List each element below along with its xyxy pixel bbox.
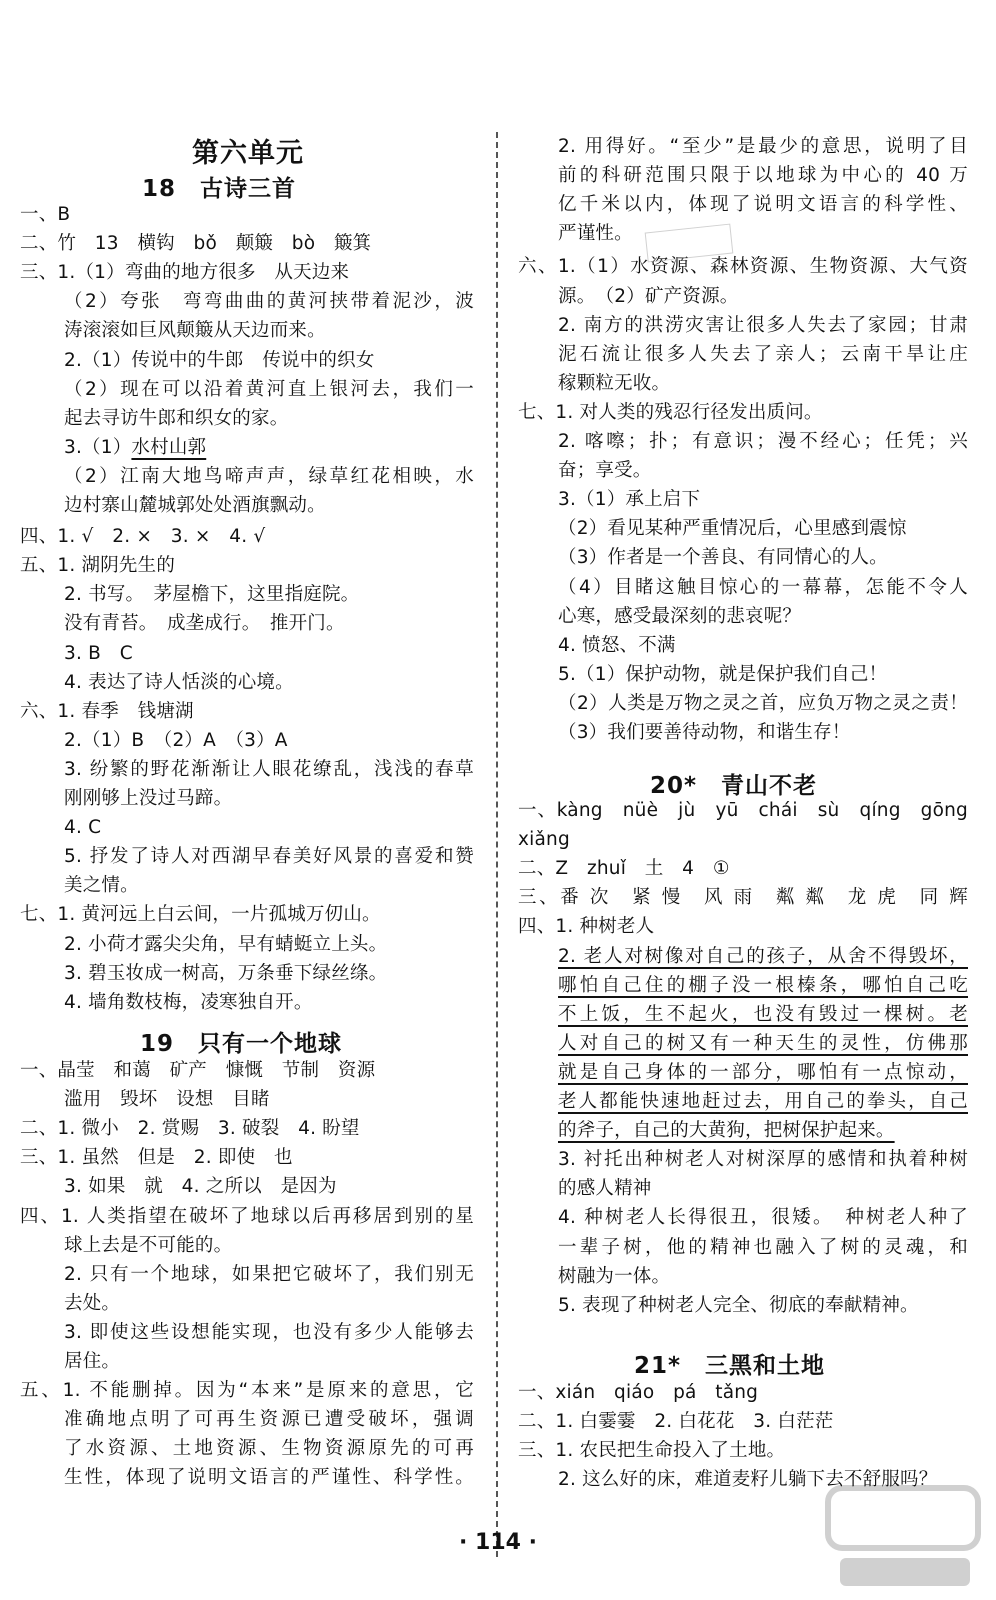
answer-line: 三、1. 农民把生命投入了土地。 [518, 1440, 786, 1462]
answer-line-label: 3.（1） [64, 436, 132, 458]
answer-line [64, 433, 206, 463]
answer-line: 三、1. 虽然 但是 2. 即使 也 [20, 1147, 293, 1169]
answer-line: 3.（1）承上启下 [558, 489, 701, 511]
section-title-19: 19 只有一个地球 [140, 1031, 343, 1057]
answer-line: 4. C [64, 817, 102, 839]
answer-line: 五、1. 不能删掉。因为“本来”是原来的意思，它 [20, 1380, 474, 1402]
answer-line: 涛滚滚如巨风颠簸从天边而来。 [64, 320, 326, 342]
answer-line: 4. 种树老人长得很丑，很矮。 种树老人种了 [558, 1207, 968, 1229]
answer-line: 七、1. 黄河远上白云间，一片孤城万仞山。 [20, 904, 381, 926]
answer-line: 就是自己身体的一部分，哪怕有一点惊动， [558, 1061, 968, 1083]
answer-line: 2. 书写。 茅屋檐下，这里指庭院。 [64, 584, 360, 606]
answer-line: 美之情。 [64, 875, 139, 897]
answer-line: 的斧子，自己的大黄狗，把树保护起来。 [558, 1120, 895, 1142]
answer-line: 2.（1）B （2）A （3）A [64, 729, 288, 751]
answer-line: 四、1. 种树老人 [518, 916, 655, 938]
answer-line: （2）现在可以沿着黄河直上银河去，我们一 [64, 378, 474, 400]
answer-line: 二、竹 13 横钩 bǒ 颠簸 bò 簸箕 [20, 233, 372, 255]
answer-line: 前的科研范围只限于以地球为中心的 40 万 [558, 165, 968, 187]
answer-line: 2. 南方的洪涝灾害让很多人失去了家园；甘肃 [558, 314, 968, 336]
answer-line: （2）看见某种严重情况后，心里感到震惊 [558, 518, 907, 540]
answer-line: 滥用 毁坏 设想 目睹 [64, 1089, 270, 1111]
answer-line: 三、1.（1）弯曲的地方很多 从天边来 [20, 262, 350, 284]
answer-line: （4）目睹这触目惊心的一幕幕，怎能不令人 [558, 576, 968, 598]
section-title-21: 21* 三黑和土地 [634, 1353, 826, 1379]
answer-line: 3. 纷繁的野花渐渐让人眼花缭乱，浅浅的春草 [64, 758, 474, 780]
answer-line: 树融为一体。 [558, 1265, 671, 1287]
answer-line: 不上饭，生不起火，也没有毁过一棵树。老 [558, 1003, 968, 1025]
answer-line: 4. 墙角数枝梅，凌寒独自开。 [64, 991, 313, 1013]
answer-line: 3. 如果 就 4. 之所以 是因为 [64, 1176, 337, 1198]
answer-line: 2. 这么好的床，难道麦籽儿躺下去不舒服吗？ [558, 1469, 938, 1491]
answer-line: 老人都能快速地赶过去，用自己的拳头，自己 [558, 1091, 968, 1112]
answer-line: 2. 用得好。“至少”是最少的意思，说明了目 [558, 136, 968, 157]
answer-line: 5. 抒发了诗人对西湖早春美好风景的喜爱和赞 [64, 846, 474, 868]
answer-line: 2. 老人对树像对自己的孩子，从舍不得毁坏， [558, 945, 968, 967]
answer-line: 边村寨山麓城郭处处酒旗飘动。 [64, 495, 326, 516]
page-number: · 114 · [459, 1530, 537, 1555]
answer-line: 刚刚够上没过马蹄。 [64, 788, 233, 809]
answer-line: 3. B C [64, 642, 133, 664]
answer-line: 六、1.（1）水资源、森林资源、生物资源、大气资 [518, 256, 968, 278]
answer-line: 3. 衬托出种树老人对树深厚的感情和执着种树 [558, 1149, 968, 1171]
answer-line: 4. 愤怒、不满 [558, 634, 676, 656]
answer-line: xiǎng [518, 829, 570, 851]
unit-title: 第六单元 [192, 138, 304, 169]
answer-line: 居住。 [64, 1351, 121, 1372]
answer-line: 严谨性。 [558, 223, 633, 245]
answer-line: 3. 即使这些设想能实现，也没有多少人能够去 [64, 1321, 474, 1343]
answer-line: 一、B [20, 204, 71, 225]
answer-line: （3）作者是一个善良、有同情心的人。 [558, 547, 888, 569]
answer-line: 二、1. 白霎霎 2. 白花花 3. 白茫茫 [518, 1411, 834, 1433]
answer-line: 心寒，感受最深刻的悲哀呢？ [558, 605, 802, 627]
answer-line: 二、Z zhuǐ 土 4 ① [518, 858, 730, 880]
answer-line: 稼颗粒无收。 [558, 372, 671, 394]
answer-line: 一辈子树，他的精神也融入了树的灵魂，和 [558, 1236, 968, 1258]
answer-line: 没有青苔。 成垄成行。 推开门。 [64, 613, 345, 635]
answer-line: 亿千米以内，体现了说明文语言的科学性、 [558, 194, 968, 216]
answer-line: 3. 碧玉妆成一树高，万条垂下绿丝绦。 [64, 962, 388, 984]
answer-line: 生性，体现了说明文语言的严谨性、科学性。 [64, 1467, 474, 1489]
answer-line: （2）人类是万物之灵之首，应负万物之灵之责！ [558, 692, 968, 714]
answer-line: 2. 只有一个地球，如果把它破坏了，我们别无 [64, 1263, 474, 1285]
answer-line: 六、1. 春季 钱塘湖 [20, 700, 194, 722]
answer-line: 三、番 次 紧 慢 风 雨 粼 粼 龙 虎 同 辉 [518, 887, 968, 909]
answer-line: 的感人精神 [558, 1178, 652, 1200]
answer-line: 人对自己的树又有一种天生的灵性，仿佛那 [558, 1032, 968, 1054]
section-title-20: 20* 青山不老 [650, 773, 818, 799]
answer-line: 一、kàng nüè jù yū chái sù qíng gōng [518, 800, 968, 821]
answer-line: 4. 表达了诗人恬淡的心境。 [64, 671, 294, 693]
answer-line: （2）江南大地鸟啼声声，绿草红花相映，水 [64, 465, 474, 487]
answer-line: 准确地点明了可再生资源已遭受破坏，强调 [64, 1409, 474, 1431]
answer-line: 五、1. 湖阴先生的 [20, 555, 176, 577]
answer-line: 2.（1）传说中的牛郎 传说中的织女 [64, 349, 375, 371]
answer-line: 2. 喀嚓；扑；有意识；漫不经心；任凭；兴 [558, 431, 968, 452]
answer-line: 球上去是不可能的。 [64, 1234, 233, 1256]
answer-line: 二、1. 微小 2. 赏赐 3. 破裂 4. 盼望 [20, 1118, 360, 1140]
answer-line: 5. 表现了种树老人完全、彻底的奉献精神。 [558, 1294, 919, 1316]
answer-line: 四、1. 人类指望在破坏了地球以后再移居到别的星 [20, 1205, 474, 1227]
answer-line: 起去寻访牛郎和织女的家。 [64, 407, 289, 429]
answer-line: 源。 （2）矿产资源。 [558, 285, 739, 307]
answer-line: 七、1. 对人类的残忍行径发出质问。 [518, 401, 823, 423]
answer-line: （2）夸张 弯弯曲曲的黄河挟带着泥沙，波 [64, 291, 474, 313]
answer-line: 一、晶莹 和蔼 矿产 慷慨 节制 资源 [20, 1060, 376, 1081]
answer-line: 泥石流让很多人失去了亲人；云南干旱让庄 [558, 343, 968, 365]
answer-line: 四、1. √ 2. × 3. × 4. √ [20, 526, 266, 548]
answer-line: 去处。 [64, 1292, 121, 1314]
answer-line: 奋；享受。 [558, 460, 652, 482]
answer-line: 了水资源、土地资源、生物资源原先的可再 [64, 1438, 474, 1460]
answer-line: 2. 小荷才露尖尖角，早有蜻蜓立上头。 [64, 933, 388, 955]
underlined-answer: 水村山郭 [131, 436, 207, 458]
column-divider [496, 132, 498, 1557]
answer-line: （3）我们要善待动物，和谐生存！ [558, 722, 851, 743]
answer-line: 5.（1）保护动物，就是保护我们自己！ [558, 663, 888, 685]
answer-line: 一、xián qiáo pá tǎng [518, 1382, 759, 1403]
answer-line: 哪怕自己住的棚子没一根榛条，哪怕自己吃 [558, 974, 968, 996]
section-title-18: 18 古诗三首 [142, 176, 297, 202]
